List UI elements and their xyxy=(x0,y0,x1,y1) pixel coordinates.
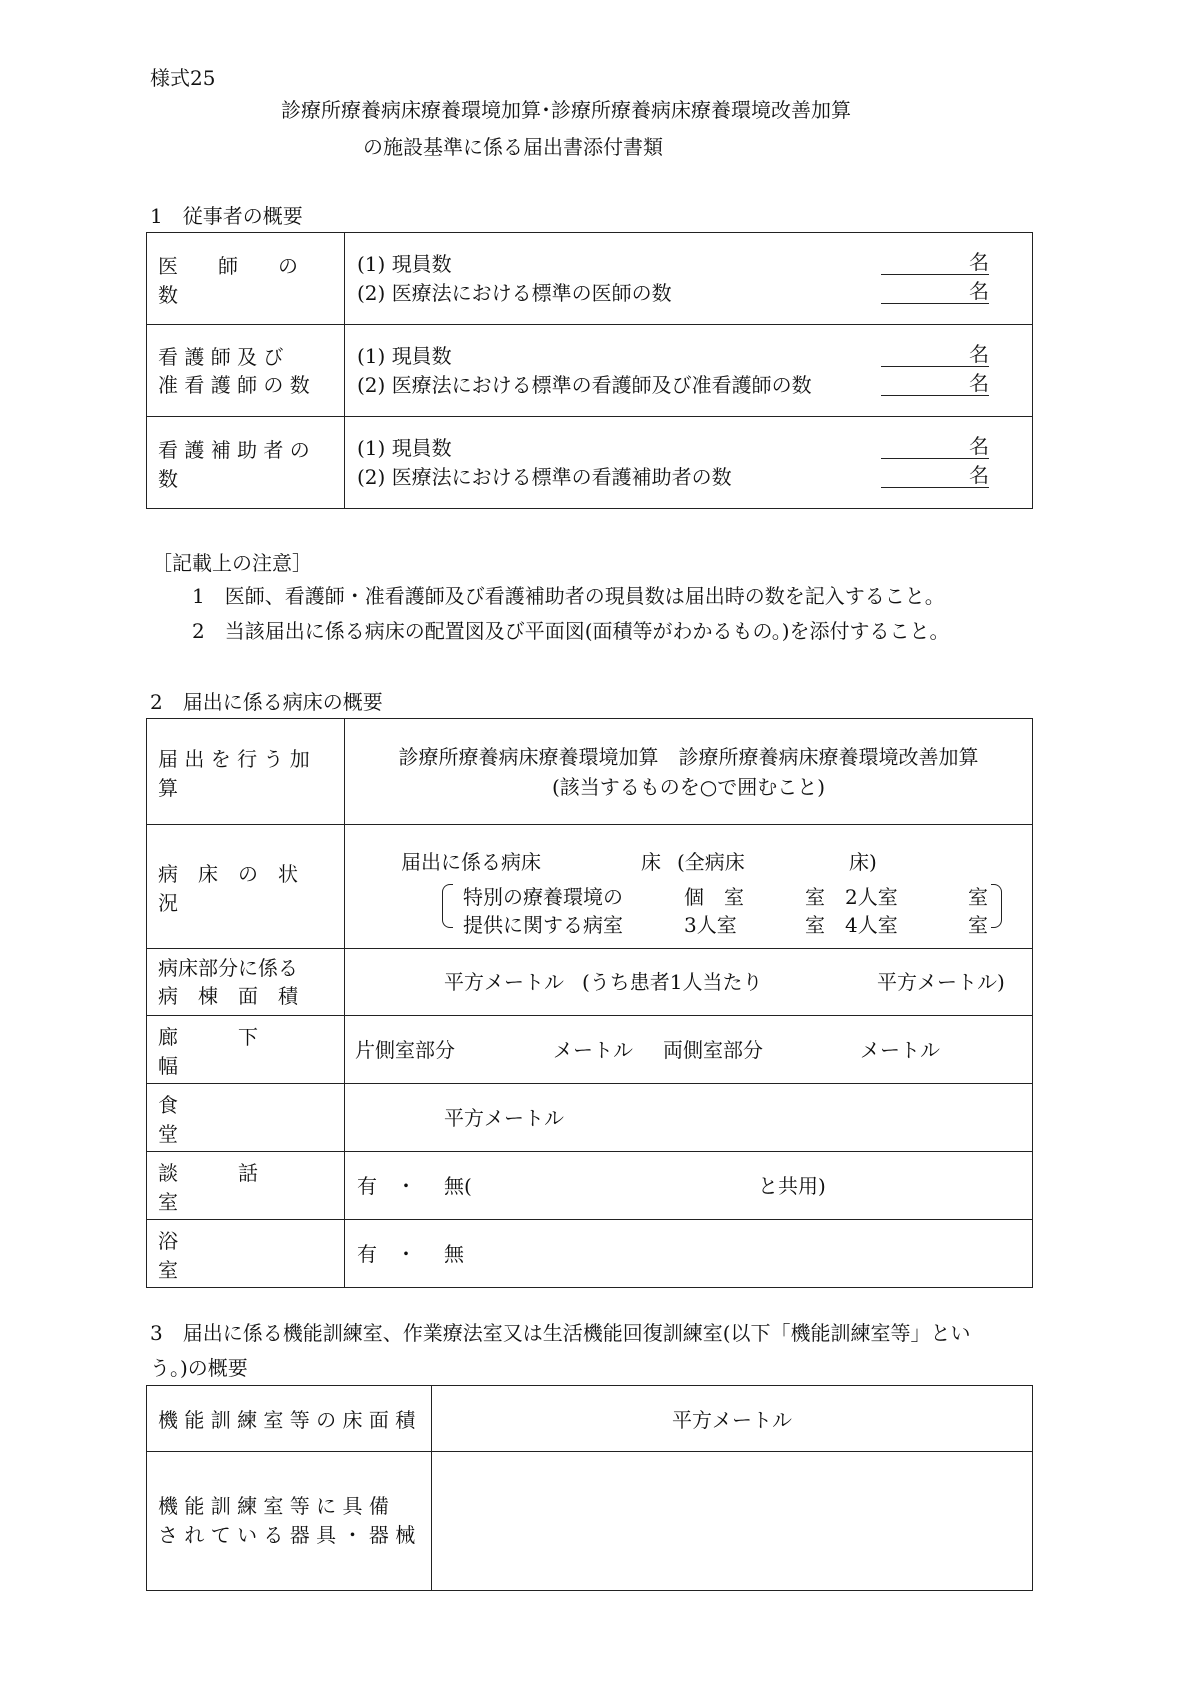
triple-room-label: 3人室 xyxy=(684,913,737,937)
special-rooms-right-bracket xyxy=(991,884,1002,928)
bath-value xyxy=(345,1220,1033,1288)
ward-area-unit[interactable]: 平方メートル xyxy=(444,970,564,994)
doctors-current-field[interactable]: 名 xyxy=(881,250,989,275)
ward-area-per-patient[interactable]: (うち患者1人当たり xyxy=(582,970,763,994)
corridor-single-unit[interactable]: メートル xyxy=(553,1038,633,1062)
dining-unit[interactable]: 平方メートル xyxy=(444,1106,564,1130)
double-room-label: 2人室 xyxy=(845,885,898,909)
quad-room-unit: 室 xyxy=(968,913,988,937)
bath-yes[interactable]: 有 xyxy=(357,1242,377,1266)
single-room-unit: 室 xyxy=(805,885,825,909)
bath-dot: ・ xyxy=(396,1242,416,1266)
lounge-no[interactable]: 無( xyxy=(444,1174,472,1198)
nurses-standard-field[interactable]: 名 xyxy=(881,371,989,396)
addition-value xyxy=(345,719,1033,825)
beds-unit: 床 xyxy=(641,850,661,874)
triple-room-unit: 室 xyxy=(805,913,825,937)
special-rooms-left-bracket xyxy=(442,884,453,928)
training-equipment-value[interactable] xyxy=(432,1452,1033,1591)
quad-room-label: 4人室 xyxy=(845,913,898,937)
doctors-standard-field[interactable]: 名 xyxy=(881,279,989,304)
training-area-label: 機 能 訓 練 室 等 の 床 面 積 xyxy=(147,1386,432,1452)
nurses-standard-label: (2) 医療法における標準の看護師及び准看護師の数 xyxy=(357,372,812,397)
single-room-label: 個 室 xyxy=(684,885,744,909)
corridor-double-unit[interactable]: メートル xyxy=(860,1038,940,1062)
notes-heading: ［記載上の注意］ xyxy=(152,551,312,575)
addition-instruction: (該当するものを○で囲むこと) xyxy=(551,774,826,799)
training-equipment-label: 機 能 訓 練 室 等 に 具 備 さ れ て い る 器 具 ・ 器 械 xyxy=(147,1452,432,1591)
bath-row xyxy=(147,1220,1033,1288)
training-area-row xyxy=(147,1386,1033,1452)
doctors-label: 医 師 の 数 xyxy=(147,233,345,325)
double-room-unit: 室 xyxy=(968,885,988,909)
corridor-label: 廊 下 幅 xyxy=(147,1016,345,1084)
training-area-value[interactable]: 平方メートル xyxy=(432,1386,1033,1452)
dining-label: 食 堂 xyxy=(147,1084,345,1152)
title-line-2: の施設基準に係る届出書添付書類 xyxy=(363,135,663,159)
addition-row xyxy=(147,719,1033,825)
addition-label: 届 出 を 行 う 加 算 xyxy=(147,719,345,825)
section1-heading: 1 従事者の概要 xyxy=(150,204,303,228)
section2-heading: 2 届出に係る病床の概要 xyxy=(150,690,383,714)
lounge-yes[interactable]: 有 xyxy=(357,1174,377,1198)
beds-text: 届出に係る病床 xyxy=(401,850,541,874)
section3-heading-line-1: 3 届出に係る機能訓練室、作業療法室又は生活機能回復訓練室(以下「機能訓練室等」とい xyxy=(150,1321,971,1345)
lounge-row xyxy=(147,1152,1033,1220)
lounge-value xyxy=(345,1152,1033,1220)
lounge-label: 談 話 室 xyxy=(147,1152,345,1220)
assistants-current-label: (1) 現員数 xyxy=(357,435,452,460)
staff-row-assistants xyxy=(147,417,1033,509)
assistants-standard-field[interactable]: 名 xyxy=(881,463,989,488)
nurses-label: 看 護 師 及 び 准 看 護 師 の 数 xyxy=(147,325,345,417)
dining-row xyxy=(147,1084,1033,1152)
beds-value xyxy=(345,825,1033,949)
section3-heading-line-2: う。)の概要 xyxy=(150,1356,248,1380)
nurses-values xyxy=(345,325,1033,417)
staff-row-nurses xyxy=(147,325,1033,417)
special-line-1: 特別の療養環境の xyxy=(463,885,623,909)
note-item-2: 2 当該届出に係る病床の配置図及び平面図(面積等がわかるもの。)を添付すること。 xyxy=(192,619,950,643)
corridor-value xyxy=(345,1016,1033,1084)
beds-table xyxy=(146,718,1033,1288)
note-item-1: 1 医師、看護師・准看護師及び看護補助者の現員数は届出時の数を記入すること。 xyxy=(192,584,945,608)
assistants-values xyxy=(345,417,1033,509)
lounge-dot: ・ xyxy=(396,1174,416,1198)
addition-options[interactable]: 診療所療養病床療養環境加算 診療所療養病床療養環境改善加算 xyxy=(398,744,979,769)
assistants-current-field[interactable]: 名 xyxy=(881,434,989,459)
corridor-row xyxy=(147,1016,1033,1084)
doctors-standard-label: (2) 医療法における標準の医師の数 xyxy=(357,280,672,305)
staff-row-doctors xyxy=(147,233,1033,325)
nurses-current-field[interactable]: 名 xyxy=(881,342,989,367)
form-number: 様式25 xyxy=(150,66,216,90)
title-line-1: 診療所療養病床療養環境加算･診療所療養病床療養環境改善加算 xyxy=(281,98,851,122)
beds-row xyxy=(147,825,1033,949)
dining-value xyxy=(345,1084,1033,1152)
doctors-values xyxy=(345,233,1033,325)
assistants-standard-label: (2) 医療法における標準の看護補助者の数 xyxy=(357,464,732,489)
doctors-current-label: (1) 現員数 xyxy=(357,251,452,276)
ward-area-label: 病床部分に係る 病 棟 面 積 xyxy=(147,949,345,1016)
staff-table xyxy=(146,232,1033,509)
lounge-shared: と共用) xyxy=(758,1174,826,1198)
nurses-current-label: (1) 現員数 xyxy=(357,343,452,368)
ward-area-value xyxy=(345,949,1033,1016)
ward-area-unit-close: 平方メートル) xyxy=(877,970,1005,994)
corridor-double-label: 両側室部分 xyxy=(663,1038,763,1062)
bath-no[interactable]: 無 xyxy=(444,1242,464,1266)
ward-area-row xyxy=(147,949,1033,1016)
corridor-single-label: 片側室部分 xyxy=(355,1038,455,1062)
beds-total-open: (全病床 xyxy=(677,850,745,874)
assistants-label: 看 護 補 助 者 の 数 xyxy=(147,417,345,509)
training-equipment-row xyxy=(147,1452,1033,1591)
beds-total-close: 床) xyxy=(849,850,877,874)
training-room-table xyxy=(146,1385,1033,1591)
special-line-2: 提供に関する病室 xyxy=(463,913,623,937)
bath-label: 浴 室 xyxy=(147,1220,345,1288)
beds-label: 病 床 の 状 況 xyxy=(147,825,345,949)
